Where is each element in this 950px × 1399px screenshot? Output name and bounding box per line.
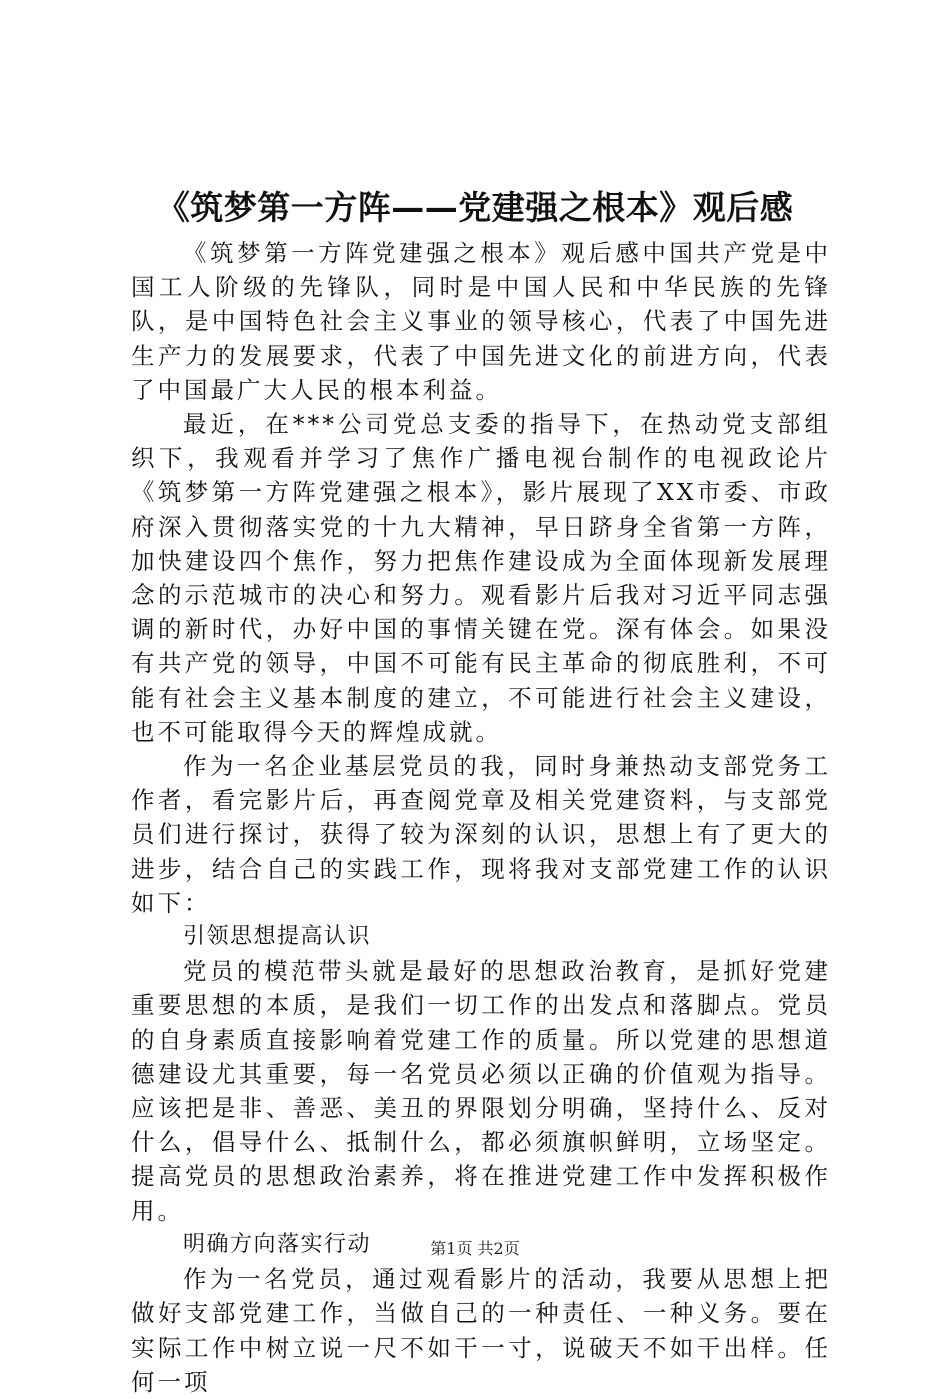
document-body: [131, 236, 831, 1399]
paragraph-reflection: 作为一名企业基层党员的我，同时身兼热动支部党务工作者，看完影片后，再查阅党章及相关党建资料，与支部党员们进行探讨，获得了较为深刻的认识，思想上有了更大的进步，结合自己的实践工作，现将我对支部党建工作的认识如下：: [131, 752, 831, 917]
paragraph-action: 作为一名党员，通过观看影片的活动，我要从思想上把做好支部党建工作，当做自己的一种责任、一种义务。要在实际工作中树立说一尺不如干一寸，说破天不如干出样。任何一项: [131, 1265, 831, 1396]
section-heading-action: 明确方向落实行动: [183, 1231, 372, 1257]
document-title: 《筑梦第一方阵——党建强之根本》观后感: [156, 188, 794, 227]
section-heading-thought: 引领思想提高认识: [183, 924, 372, 950]
page-number-footer: 第1页 共2页: [430, 1239, 520, 1258]
paragraph-thought: 党员的模范带头就是最好的思想政治教育，是抓好党建重要思想的本质，是我们一切工作的出发点和落脚点。党员的自身素质直接影响着党建工作的质量。所以党建的思想道德建设尤其重要，每一名党员必须以正确的价值观为指导。应该把是非、善恶、美丑的界限划分明确，坚持什么、反对什么，倡导什么、抵制什么，都必须旗帜鲜明，立场坚定。提高党员的思想政治素养，将在推进党建工作中发挥积极作用。: [131, 957, 831, 1225]
paragraph-viewing: 最近，在***公司党总支委的指导下，在热动党支部组织下，我观看并学习了焦作广播电视台制作的电视政论片《筑梦第一方阵党建强之根本》，影片展现了XX市委、市政府深入贯彻落实党的十九大精神，早日跻身全省第一方阵，加快建设四个焦作，努力把焦作建设成为全面体现新发展理念的示范城市的决心和努力。观看影片后我对习近平同志强调的新时代，办好中国的事情关键在党。深有体会。如果没有共产党的领导，中国不可能有民主革命的彻底胜利，不可能有社会主义基本制度的建立，不可能进行社会主义建设，也不可能取得今天的辉煌成就。: [131, 410, 831, 746]
paragraph-intro: 《筑梦第一方阵党建强之根本》观后感中国共产党是中国工人阶级的先锋队，同时是中国人民和中华民族的先锋队，是中国特色社会主义事业的领导核心，代表了中国先进生产力的发展要求，代表了中国先进文化的前进方向，代表了中国最广大人民的根本利益。: [131, 239, 831, 404]
